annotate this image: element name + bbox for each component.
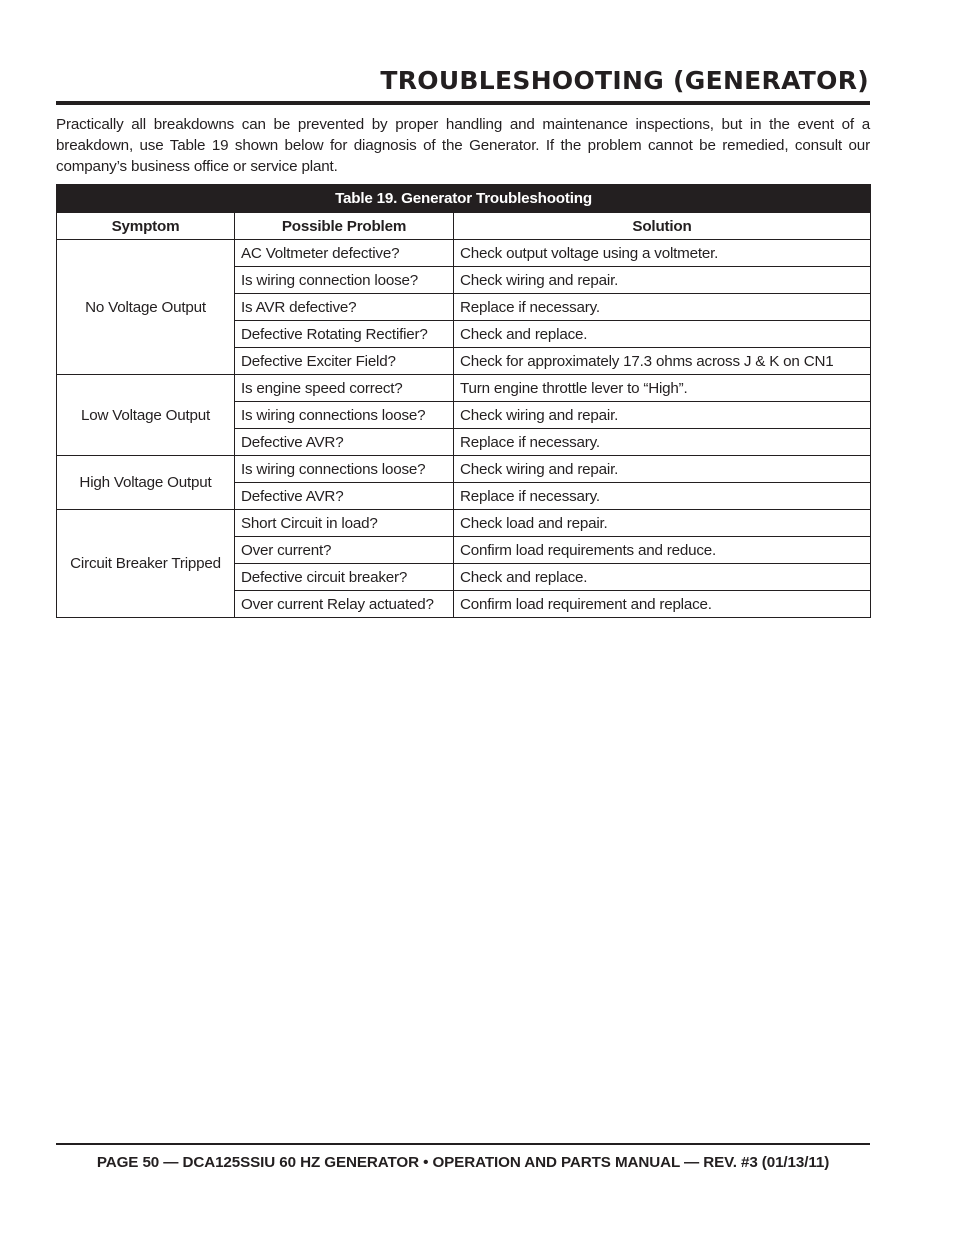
solution-cell: Turn engine throttle lever to “High”.: [454, 375, 871, 402]
symptom-cell: High Voltage Output: [57, 456, 235, 510]
solution-cell: Check wiring and repair.: [454, 456, 871, 483]
problem-cell: Defective Exciter Field?: [235, 348, 454, 375]
table-body: [57, 240, 871, 618]
problem-cell: Is wiring connections loose?: [235, 402, 454, 429]
solution-cell: Check and replace.: [454, 564, 871, 591]
problem-cell: Is wiring connections loose?: [235, 456, 454, 483]
problem-cell: Defective AVR?: [235, 483, 454, 510]
solution-cell: Confirm load requirements and reduce.: [454, 537, 871, 564]
page-footer: PAGE 50 — DCA125SSIU 60 HZ GENERATOR • OPERATION AND PARTS MANUAL — REV. #3 (01/13/11): [96, 1154, 830, 1171]
symptom-cell: Circuit Breaker Tripped: [57, 510, 235, 618]
solution-cell: Check output voltage using a voltmeter.: [454, 240, 871, 267]
table-row: [57, 456, 871, 483]
solution-cell: Check and replace.: [454, 321, 871, 348]
header-row: [57, 213, 871, 240]
caption-row: [57, 185, 871, 213]
problem-cell: Short Circuit in load?: [235, 510, 454, 537]
solution-cell: Check for approximately 17.3 ohms across J & K on CN1: [454, 348, 871, 375]
solution-cell: Replace if necessary.: [454, 294, 871, 321]
solution-cell: Replace if necessary.: [454, 429, 871, 456]
problem-cell: Is wiring connection loose?: [235, 267, 454, 294]
column-header-symptom: Symptom: [57, 213, 235, 240]
column-header-possible-problem: Possible Problem: [235, 213, 454, 240]
troubleshooting-table: [56, 184, 871, 618]
problem-cell: Is engine speed correct?: [235, 375, 454, 402]
problem-cell: Defective Rotating Rectifier?: [235, 321, 454, 348]
problem-cell: Defective AVR?: [235, 429, 454, 456]
problem-cell: Over current Relay actuated?: [235, 591, 454, 618]
table-row: [57, 240, 871, 267]
problem-cell: Is AVR defective?: [235, 294, 454, 321]
column-header-solution: Solution: [454, 213, 871, 240]
table-row: [57, 375, 871, 402]
problem-cell: Over current?: [235, 537, 454, 564]
table-row: [57, 510, 871, 537]
symptom-cell: No Voltage Output: [57, 240, 235, 375]
title-rule: [56, 101, 870, 105]
solution-cell: Confirm load requirement and replace.: [454, 591, 871, 618]
page-title: TROUBLESHOOTING (GENERATOR): [380, 66, 869, 95]
intro-paragraph: Practically all breakdowns can be prevented by proper handling and maintenance inspections, but in the event of a breakdown, use Table 19 shown below for diagnosis of the Generator. If the problem cannot be remedied, consult our company’s business office or service plant.: [56, 116, 870, 175]
symptom-cell: Low Voltage Output: [57, 375, 235, 456]
solution-cell: Check load and repair.: [454, 510, 871, 537]
table-caption: Table 19. Generator Troubleshooting: [57, 185, 871, 213]
problem-cell: AC Voltmeter defective?: [235, 240, 454, 267]
solution-cell: Check wiring and repair.: [454, 402, 871, 429]
problem-cell: Defective circuit breaker?: [235, 564, 454, 591]
solution-cell: Replace if necessary.: [454, 483, 871, 510]
solution-cell: Check wiring and repair.: [454, 267, 871, 294]
footer-rule: [56, 1143, 870, 1145]
